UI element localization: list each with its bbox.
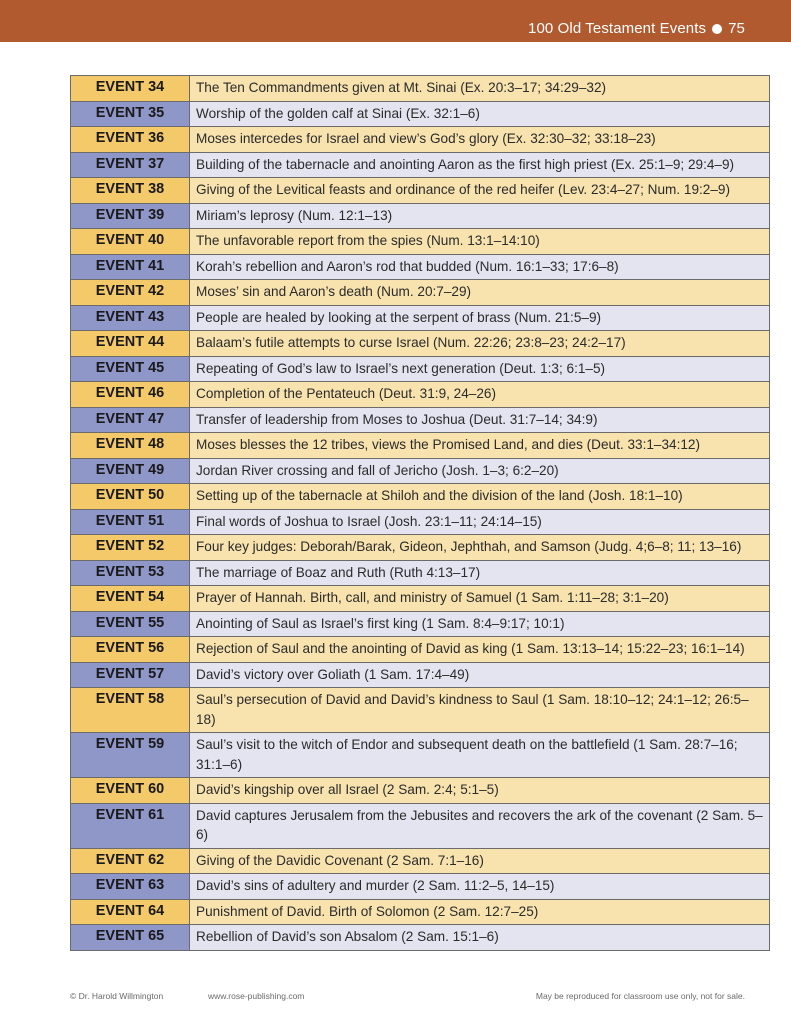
- event-description: Punishment of David. Birth of Solomon (2 Sam. 12:7–25): [190, 899, 770, 925]
- table-row: [71, 229, 770, 255]
- event-label: EVENT 65: [71, 925, 190, 951]
- event-label: EVENT 38: [71, 178, 190, 204]
- table-row: [71, 803, 770, 848]
- footer-copyright: © Dr. Harold Willmington: [70, 991, 164, 1001]
- event-description: Prayer of Hannah. Birth, call, and ministry of Samuel (1 Sam. 1:11–28; 3:1–20): [190, 586, 770, 612]
- running-header: [528, 20, 745, 37]
- event-description: Four key judges: Deborah/Barak, Gideon, Jephthah, and Samson (Judg. 4;6–8; 11; 13–16): [190, 535, 770, 561]
- table-row: [71, 662, 770, 688]
- event-description: People are healed by looking at the serpent of brass (Num. 21:5–9): [190, 305, 770, 331]
- table-row: [71, 356, 770, 382]
- event-description: Saul’s visit to the witch of Endor and subsequent death on the battlefield (1 Sam. 28:7–16; 31:1–6): [190, 733, 770, 778]
- event-description: The marriage of Boaz and Ruth (Ruth 4:13–17): [190, 560, 770, 586]
- event-label: EVENT 53: [71, 560, 190, 586]
- page-number: 75: [728, 20, 745, 37]
- table-row: [71, 509, 770, 535]
- event-label: EVENT 46: [71, 382, 190, 408]
- bullet-dot-icon: [712, 24, 722, 34]
- event-label: EVENT 44: [71, 331, 190, 357]
- table-row: [71, 611, 770, 637]
- table-row: [71, 382, 770, 408]
- event-description: Setting up of the tabernacle at Shiloh and the division of the land (Josh. 18:1–10): [190, 484, 770, 510]
- table-row: [71, 925, 770, 951]
- table-row: [71, 280, 770, 306]
- event-label: EVENT 47: [71, 407, 190, 433]
- event-label: EVENT 55: [71, 611, 190, 637]
- event-label: EVENT 43: [71, 305, 190, 331]
- event-label: EVENT 34: [71, 76, 190, 102]
- event-label: EVENT 45: [71, 356, 190, 382]
- table-row: [71, 101, 770, 127]
- event-description: The unfavorable report from the spies (Num. 13:1–14:10): [190, 229, 770, 255]
- event-description: Completion of the Pentateuch (Deut. 31:9, 24–26): [190, 382, 770, 408]
- event-label: EVENT 64: [71, 899, 190, 925]
- event-description: Moses’ sin and Aaron’s death (Num. 20:7–29): [190, 280, 770, 306]
- table-row: [71, 899, 770, 925]
- event-description: Saul’s persecution of David and David’s kindness to Saul (1 Sam. 18:10–12; 24:1–12; 26:5–18): [190, 688, 770, 733]
- footer-website-link[interactable]: www.rose-publishing.com: [208, 991, 305, 1001]
- event-label: EVENT 48: [71, 433, 190, 459]
- event-description: Giving of the Davidic Covenant (2 Sam. 7:1–16): [190, 848, 770, 874]
- event-label: EVENT 59: [71, 733, 190, 778]
- header-band: [0, 0, 791, 42]
- event-label: EVENT 51: [71, 509, 190, 535]
- event-description: David captures Jerusalem from the Jebusites and recovers the ark of the covenant (2 Sam. 5–6): [190, 803, 770, 848]
- event-label: EVENT 42: [71, 280, 190, 306]
- event-label: EVENT 49: [71, 458, 190, 484]
- event-description: Korah’s rebellion and Aaron’s rod that budded (Num. 16:1–33; 17:6–8): [190, 254, 770, 280]
- event-description: Transfer of leadership from Moses to Joshua (Deut. 31:7–14; 34:9): [190, 407, 770, 433]
- event-label: EVENT 39: [71, 203, 190, 229]
- event-description: Worship of the golden calf at Sinai (Ex. 32:1–6): [190, 101, 770, 127]
- event-label: EVENT 52: [71, 535, 190, 561]
- event-label: EVENT 60: [71, 778, 190, 804]
- table-row: [71, 874, 770, 900]
- table-row: [71, 848, 770, 874]
- event-label: EVENT 61: [71, 803, 190, 848]
- event-label: EVENT 50: [71, 484, 190, 510]
- table-row: [71, 586, 770, 612]
- event-label: EVENT 62: [71, 848, 190, 874]
- table-row: [71, 178, 770, 204]
- event-label: EVENT 54: [71, 586, 190, 612]
- table-row: [71, 76, 770, 102]
- event-description: Repeating of God’s law to Israel’s next generation (Deut. 1:3; 6:1–5): [190, 356, 770, 382]
- table-row: [71, 331, 770, 357]
- event-label: EVENT 56: [71, 637, 190, 663]
- table-row: [71, 407, 770, 433]
- table-row: [71, 203, 770, 229]
- event-label: EVENT 35: [71, 101, 190, 127]
- events-table: [70, 75, 770, 951]
- event-description: Final words of Joshua to Israel (Josh. 23:1–11; 24:14–15): [190, 509, 770, 535]
- table-row: [71, 733, 770, 778]
- table-row: [71, 254, 770, 280]
- event-description: Rebellion of David’s son Absalom (2 Sam. 15:1–6): [190, 925, 770, 951]
- event-description: Giving of the Levitical feasts and ordinance of the red heifer (Lev. 23:4–27; Num. 19:2–9): [190, 178, 770, 204]
- event-description: Balaam’s futile attempts to curse Israel (Num. 22:26; 23:8–23; 24:2–17): [190, 331, 770, 357]
- book-title: 100 Old Testament Events: [528, 20, 707, 37]
- event-description: David’s sins of adultery and murder (2 Sam. 11:2–5, 14–15): [190, 874, 770, 900]
- event-description: Miriam’s leprosy (Num. 12:1–13): [190, 203, 770, 229]
- event-description: The Ten Commandments given at Mt. Sinai (Ex. 20:3–17; 34:29–32): [190, 76, 770, 102]
- event-description: David’s kingship over all Israel (2 Sam. 2:4; 5:1–5): [190, 778, 770, 804]
- event-description: Anointing of Saul as Israel’s first king (1 Sam. 8:4–9:17; 10:1): [190, 611, 770, 637]
- event-description: Moses intercedes for Israel and view’s God’s glory (Ex. 32:30–32; 33:18–23): [190, 127, 770, 153]
- event-description: David’s victory over Goliath (1 Sam. 17:4–49): [190, 662, 770, 688]
- event-label: EVENT 41: [71, 254, 190, 280]
- event-description: Moses blesses the 12 tribes, views the Promised Land, and dies (Deut. 33:1–34:12): [190, 433, 770, 459]
- event-label: EVENT 36: [71, 127, 190, 153]
- event-label: EVENT 40: [71, 229, 190, 255]
- table-row: [71, 305, 770, 331]
- table-row: [71, 688, 770, 733]
- table-row: [71, 127, 770, 153]
- event-description: Jordan River crossing and fall of Jericho (Josh. 1–3; 6:2–20): [190, 458, 770, 484]
- event-label: EVENT 37: [71, 152, 190, 178]
- table-row: [71, 484, 770, 510]
- event-description: Rejection of Saul and the anointing of David as king (1 Sam. 13:13–14; 15:22–23; 16:1–14): [190, 637, 770, 663]
- event-description: Building of the tabernacle and anointing Aaron as the first high priest (Ex. 25:1–9; 29:4–9): [190, 152, 770, 178]
- table-row: [71, 433, 770, 459]
- event-label: EVENT 57: [71, 662, 190, 688]
- table-row: [71, 458, 770, 484]
- table-row: [71, 560, 770, 586]
- table-row: [71, 637, 770, 663]
- event-label: EVENT 63: [71, 874, 190, 900]
- table-row: [71, 152, 770, 178]
- footer-notice: May be reproduced for classroom use only, not for sale.: [535, 991, 745, 1001]
- table-row: [71, 778, 770, 804]
- event-label: EVENT 58: [71, 688, 190, 733]
- table-row: [71, 535, 770, 561]
